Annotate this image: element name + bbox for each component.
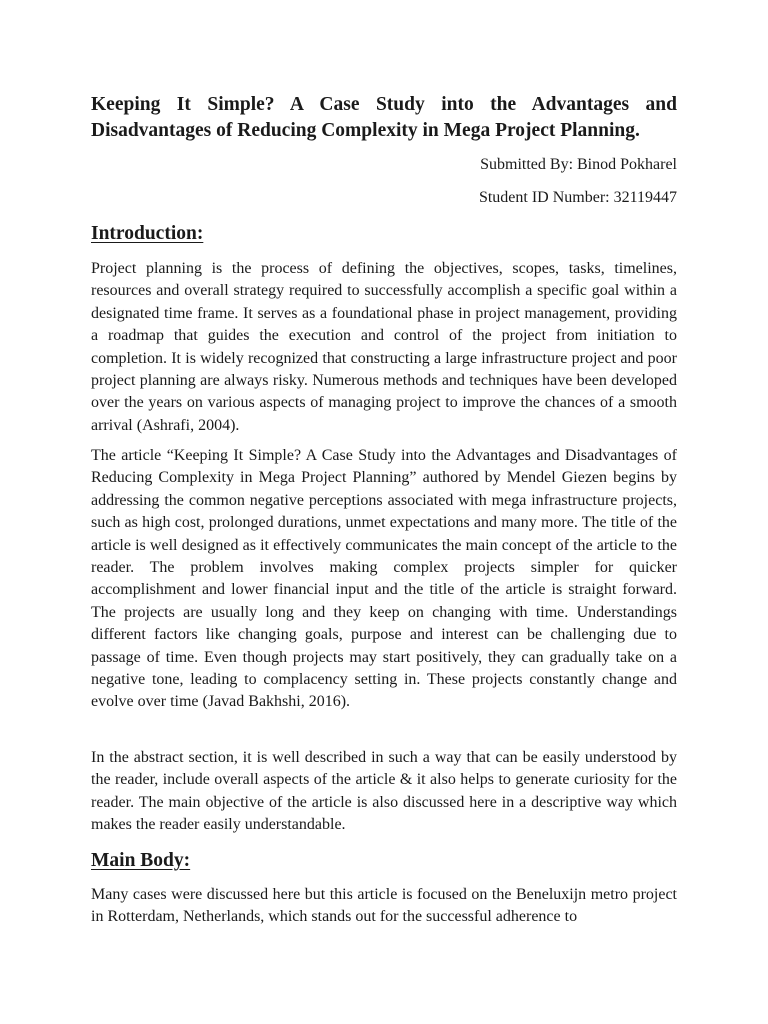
submitted-by: Submitted By: Binod Pokharel [480,156,677,173]
introduction-paragraph-2: The article “Keeping It Simple? A Case Study into the Advantages and Disadvantages of Reducing Complexity in Mega Project Planning” authored by Mendel Giezen begins by addressing the common negative perceptions associated with mega infrastructure projects, such as high cost, prolonged durations, unmet expectations and many more. The title of the article is well designed as it effectively communicates the main concept of the article to the reader. The problem involves making complex projects simpler for quicker accomplishment and lower financial input and the title of the article is straight forward. The projects are usually long and they keep on changing with time. Understandings different factors like changing goals, purpose and interest can be challenging due to passage of time. Even though projects may start positively, they can gradually take on a negative tone, leading to complacency setting in. These projects constantly change and evolve over time (Javad Bakhshi, 2016). [91,447,677,711]
main-body-paragraph: Many cases were discussed here but this article is focused on the Beneluxijn metro project in Rotterdam, Netherlands, which stands out for the successful adherence to [91,886,677,926]
introduction-heading: Introduction: [91,223,204,244]
main-body-heading: Main Body: [91,850,191,871]
introduction-paragraph-3: In the abstract section, it is well described in such a way that can be easily understood by the reader, include overall aspects of the article & it also helps to generate curiosity for the reader. The main objective of the article is also discussed here in a descriptive way which makes the reader easily understandable. [91,749,677,834]
introduction-paragraph-1: Project planning is the process of defining the objectives, scopes, tasks, timelines, resources and overall strategy required to successfully accomplish a specific goal within a designated time frame. It serves as a foundational phase in project management, providing a roadmap that guides the execution and control of the project from initiation to completion. It is widely recognized that constructing a large infrastructure project and poor project planning are always risky. Numerous methods and techniques have been developed over the years on various aspects of managing project to improve the chances of a smooth arrival (Ashrafi, 2004). [91,260,677,434]
document-title: Keeping It Simple? A Case Study into the Advantages and Disadvantages of Reducing Complexity in Mega Project Planning. [91,94,677,141]
student-id: Student ID Number: 32119447 [478,189,677,206]
